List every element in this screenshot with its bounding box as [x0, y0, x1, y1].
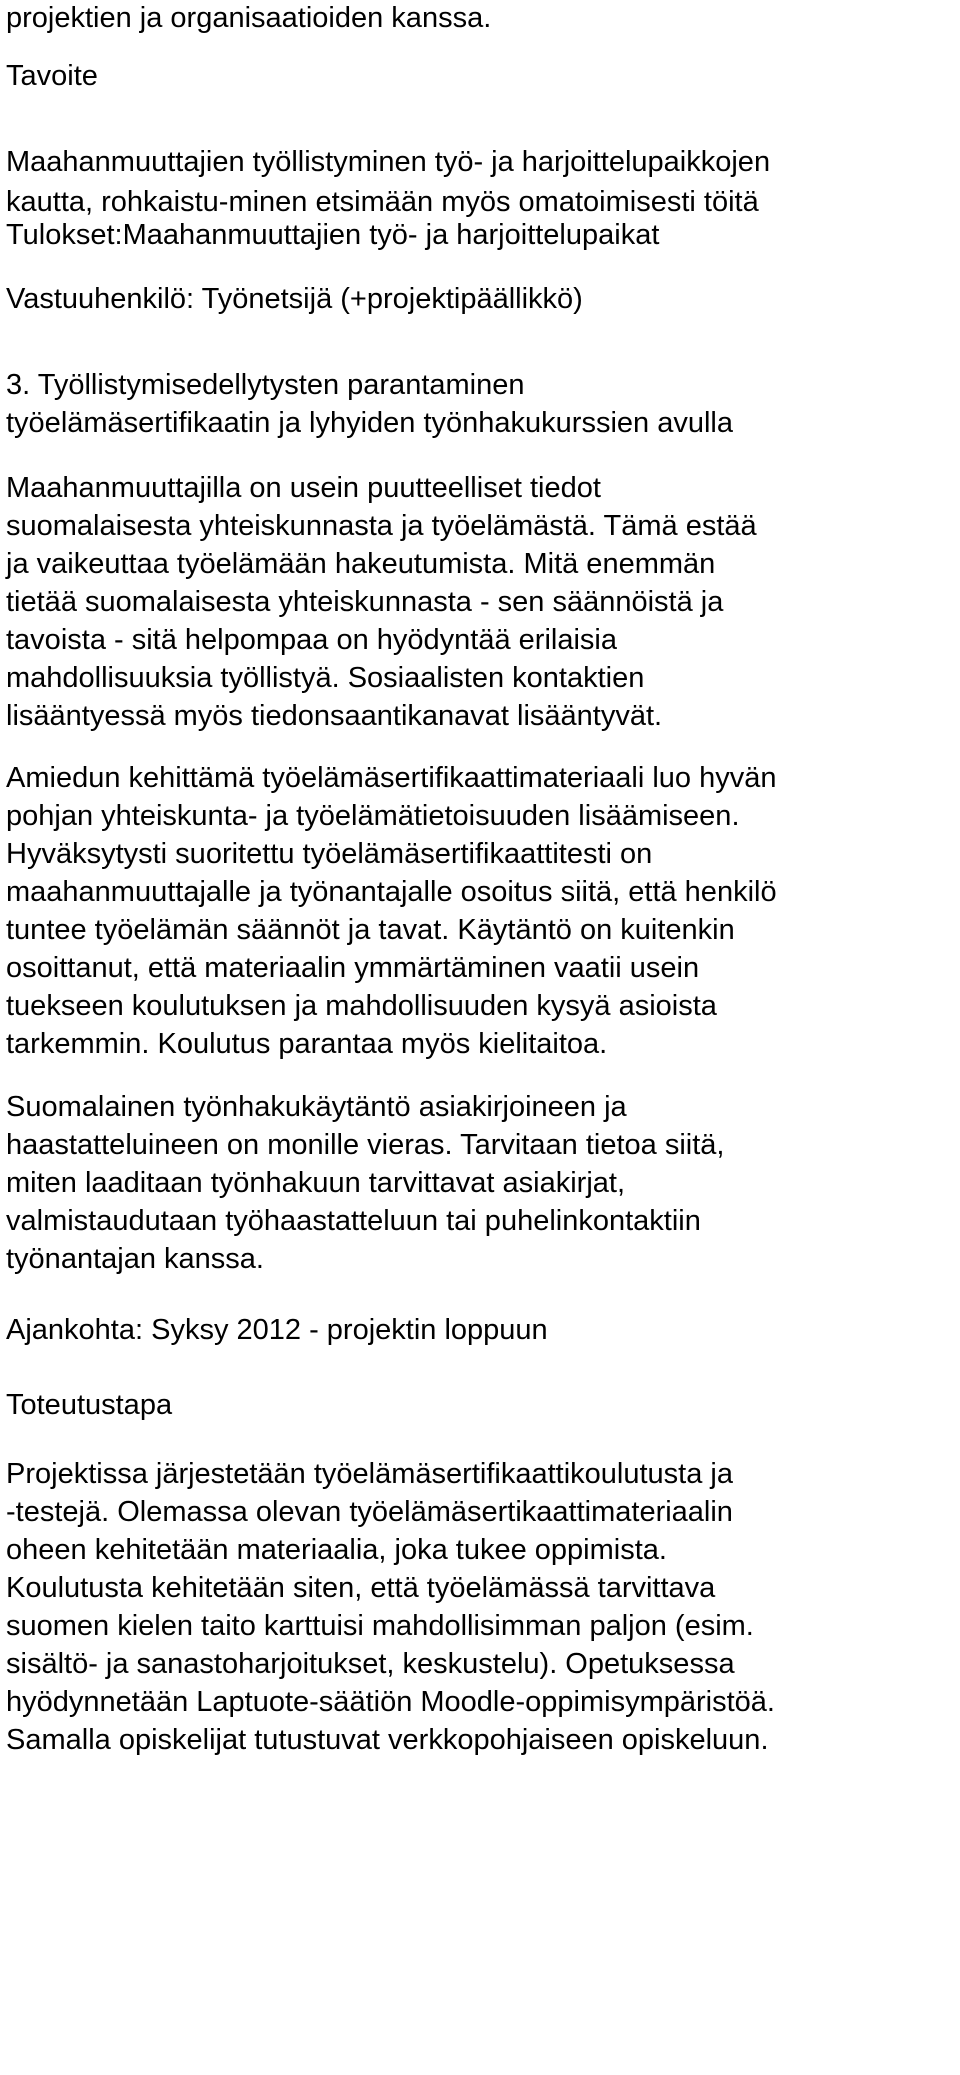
text-line: hyödynnetään Laptuote-säätiön Moodle-oppimisympäristöä.: [6, 1686, 775, 1718]
text-line: Amiedun kehittämä työelämäsertifikaattimateriaali luo hyvän: [6, 762, 777, 794]
text-line: tarkemmin. Koulutus parantaa myös kielitaitoa.: [6, 1028, 608, 1060]
text-line: suomalaisesta yhteiskunnasta ja työelämästä. Tämä estää: [6, 510, 757, 542]
text-line: työnantajan kanssa.: [6, 1243, 264, 1275]
text-line: Tulokset:Maahanmuuttajien työ- ja harjoittelupaikat: [6, 219, 660, 251]
text-line: Maahanmuuttajilla on usein puutteelliset tiedot: [6, 472, 601, 504]
text-line: kautta, rohkaistu-minen etsimään myös omatoimisesti töitä: [6, 186, 759, 218]
section-heading-3: työelämäsertifikaatin ja lyhyiden työnhakukurssien avulla: [6, 407, 733, 439]
text-line: pohjan yhteiskunta- ja työelämätietoisuuden lisäämiseen.: [6, 800, 740, 832]
text-line: suomen kielen taito karttuisi mahdollisimman paljon (esim.: [6, 1610, 754, 1642]
text-line: Vastuuhenkilö: Työnetsijä (+projektipäällikkö): [6, 283, 583, 315]
section-heading-toteutustapa: Toteutustapa: [6, 1389, 173, 1421]
section-heading-3: 3. Työllistymisedellytysten parantaminen: [6, 369, 525, 401]
text-line: osoittanut, että materiaalin ymmärtäminen vaatii usein: [6, 952, 700, 984]
text-line: tuekseen koulutuksen ja mahdollisuuden kysyä asioista: [6, 990, 717, 1022]
text-line: tavoista - sitä helpompaa on hyödyntää erilaisia: [6, 624, 617, 656]
section-heading-tavoite: Tavoite: [6, 60, 98, 92]
text-line: tuntee työelämän säännöt ja tavat. Käytäntö on kuitenkin: [6, 914, 735, 946]
timing-line: Ajankohta: Syksy 2012 - projektin loppuun: [6, 1314, 548, 1346]
text-line: Hyväksytysti suoritettu työelämäsertifikaattitesti on: [6, 838, 653, 870]
text-line: maahanmuuttajalle ja työnantajalle osoitus siitä, että henkilö: [6, 876, 777, 908]
text-line: miten laaditaan työnhakuun tarvittavat asiakirjat,: [6, 1167, 626, 1199]
text-line: Maahanmuuttajien työllistyminen työ- ja harjoittelupaikkojen: [6, 146, 771, 178]
text-line: ja vaikeuttaa työelämään hakeutumista. Mitä enemmän: [6, 548, 716, 580]
text-line: mahdollisuuksia työllistyä. Sosiaalisten kontaktien: [6, 662, 645, 694]
text-line: valmistaudutaan työhaastatteluun tai puhelinkontaktiin: [6, 1205, 701, 1237]
text-line: haastatteluineen on monille vieras. Tarvitaan tietoa siitä,: [6, 1129, 725, 1161]
text-line: projektien ja organisaatioiden kanssa.: [6, 2, 492, 34]
text-line: sisältö- ja sanastoharjoitukset, keskustelu). Opetuksessa: [6, 1648, 735, 1680]
text-line: Suomalainen työnhakukäytäntö asiakirjoineen ja: [6, 1091, 627, 1123]
text-line: Samalla opiskelijat tutustuvat verkkopohjaiseen opiskeluun.: [6, 1724, 769, 1756]
text-line: lisääntyessä myös tiedonsaantikanavat lisääntyvät.: [6, 700, 663, 732]
text-line: -testejä. Olemassa olevan työelämäsertikaattimateriaalin: [6, 1496, 733, 1528]
text-line: tietää suomalaisesta yhteiskunnasta - sen säännöistä ja: [6, 586, 724, 618]
text-line: oheen kehitetään materiaalia, joka tukee oppimista.: [6, 1534, 667, 1566]
text-line: Koulutusta kehitetään siten, että työelämässä tarvittava: [6, 1572, 716, 1604]
text-line: Projektissa järjestetään työelämäsertifikaattikoulutusta ja: [6, 1458, 733, 1490]
